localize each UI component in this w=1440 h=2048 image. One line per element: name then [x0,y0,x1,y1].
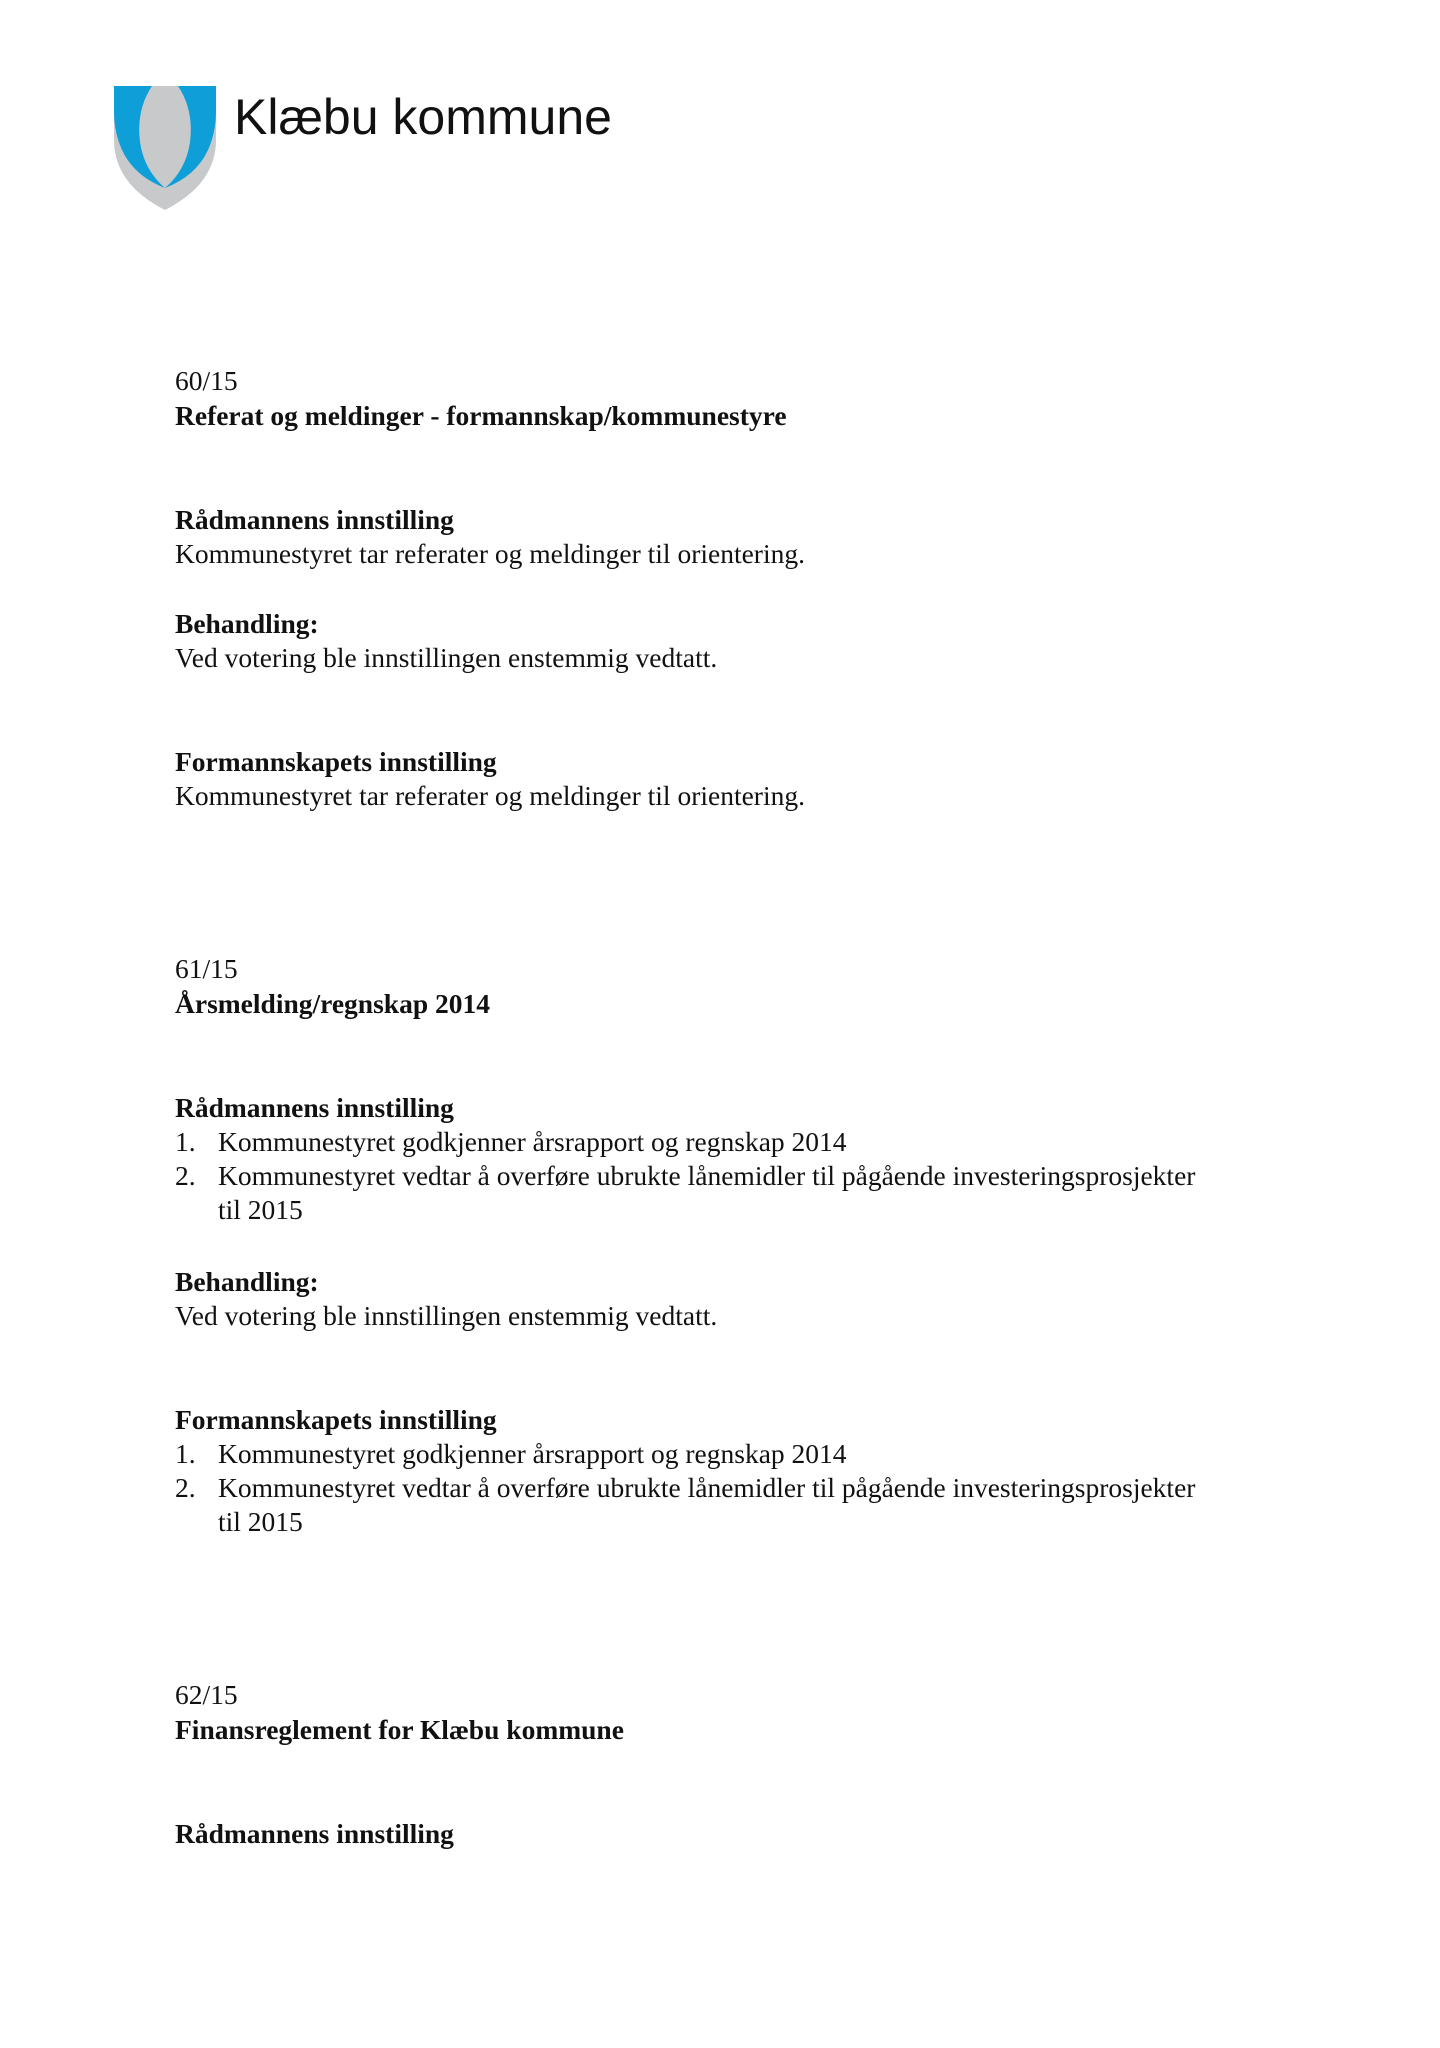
list-item-number: 2. [175,1472,196,1503]
municipality-coat-of-arms-icon [112,84,218,212]
document-header [112,84,812,214]
section-heading: Formannskapets innstilling [175,1404,497,1435]
case-title: Finansreglement for Klæbu kommune [175,1714,624,1745]
list-item-text-continued: til 2015 [218,1506,303,1537]
list-item-number: 1. [175,1438,196,1469]
case-title: Årsmelding/regnskap 2014 [175,988,491,1019]
section-heading: Rådmannens innstilling [175,504,454,535]
section-text: Ved votering ble innstillingen enstemmig vedtatt. [175,1300,718,1331]
section-text: Kommunestyret tar referater og meldinger til orientering. [175,538,805,569]
case-title: Referat og meldinger - formannskap/kommunestyre [175,400,787,431]
list-item-number: 2. [175,1160,196,1191]
org-name: Klæbu kommune [234,89,612,145]
list-item-number: 1. [175,1126,196,1157]
case-number: 60/15 [175,365,238,396]
numbered-list [175,1437,1295,1539]
section-heading: Rådmannens innstilling [175,1818,454,1849]
case-number: 62/15 [175,1679,238,1710]
list-item-text: Kommunestyret vedtar å overføre ubrukte lånemidler til pågående investeringsprosjekter [218,1160,1196,1191]
section-heading: Behandling: [175,1266,319,1297]
section-heading: Behandling: [175,608,319,639]
list-item-text: Kommunestyret vedtar å overføre ubrukte lånemidler til pågående investeringsprosjekter [218,1472,1196,1503]
numbered-list [175,1125,1295,1227]
list-item-text: Kommunestyret godkjenner årsrapport og regnskap 2014 [218,1438,847,1469]
section-heading: Rådmannens innstilling [175,1092,454,1123]
section-heading: Formannskapets innstilling [175,746,497,777]
section-text: Kommunestyret tar referater og meldinger til orientering. [175,780,805,811]
section-text: Ved votering ble innstillingen enstemmig vedtatt. [175,642,718,673]
list-item-text-continued: til 2015 [218,1194,303,1225]
case-number: 61/15 [175,953,238,984]
list-item-text: Kommunestyret godkjenner årsrapport og regnskap 2014 [218,1126,847,1157]
